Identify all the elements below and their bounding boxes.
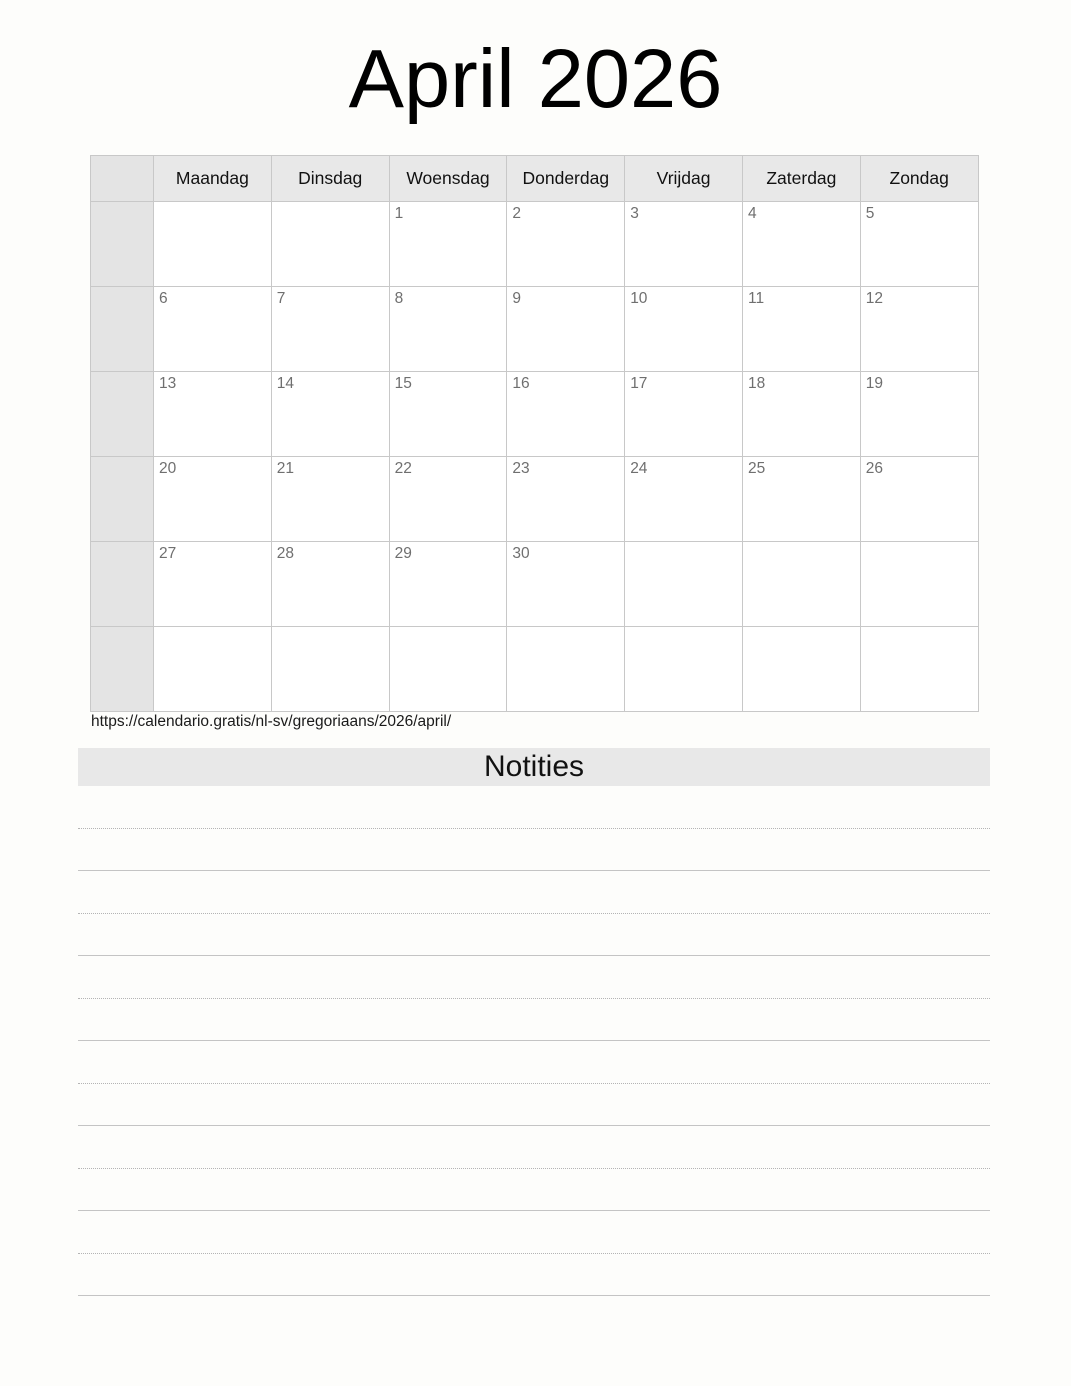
day-cell[interactable] [389,542,507,627]
day-number: 25 [747,460,766,477]
day-number: 2 [512,205,522,222]
day-cell[interactable] [271,627,389,712]
week-label [91,372,154,457]
day-number: 24 [630,460,648,477]
note-line[interactable] [78,999,990,1042]
day-cell[interactable] [742,202,860,287]
day-cell[interactable] [271,542,389,627]
day-number: 29 [394,545,412,562]
note-line[interactable] [78,1254,990,1297]
day-cell[interactable] [742,457,860,542]
day-number: 5 [865,205,875,222]
day-number: 4 [747,205,757,222]
day-cell[interactable] [271,457,389,542]
note-line[interactable] [78,1169,990,1212]
day-number: 22 [394,460,412,477]
note-line[interactable] [78,1126,990,1169]
day-cell[interactable] [154,202,272,287]
week-label [91,627,154,712]
note-line[interactable] [78,1211,990,1254]
day-cell[interactable] [154,542,272,627]
day-cell[interactable] [389,372,507,457]
table-row [91,202,979,287]
day-cell[interactable] [625,542,743,627]
day-cell[interactable] [742,287,860,372]
day-cell[interactable] [271,372,389,457]
day-cell[interactable] [742,542,860,627]
day-cell[interactable] [742,627,860,712]
day-number: 21 [276,460,295,477]
day-number: 6 [159,290,168,307]
day-cell[interactable] [507,627,625,712]
day-number: 13 [159,375,177,392]
weekday-header-wednesday: Woensdag [389,156,507,202]
notes-title: Notities [78,748,990,786]
note-line[interactable] [78,786,990,829]
week-column-header [91,156,154,202]
day-cell[interactable] [389,202,507,287]
note-line[interactable] [78,1041,990,1084]
table-row [91,457,979,542]
day-cell[interactable] [625,202,743,287]
day-cell[interactable] [154,287,272,372]
day-number: 15 [394,375,412,392]
day-cell[interactable] [625,457,743,542]
day-number: 12 [865,290,884,307]
day-cell[interactable] [860,287,978,372]
day-cell[interactable] [625,627,743,712]
day-number: 17 [630,375,648,392]
table-row [91,542,979,627]
calendar-grid [90,155,978,712]
day-cell[interactable] [625,287,743,372]
week-label [91,287,154,372]
weekday-header-sunday: Zondag [860,156,978,202]
day-number: 16 [512,375,530,392]
weekday-header-tuesday: Dinsdag [271,156,389,202]
notes-lines [78,786,990,1296]
notes-section [78,748,990,1296]
day-cell[interactable] [625,372,743,457]
weekday-header-saturday: Zaterdag [742,156,860,202]
table-row [91,627,979,712]
weekday-header-thursday: Donderdag [507,156,625,202]
calendar-table [90,155,979,712]
day-number: 20 [159,460,177,477]
day-cell[interactable] [507,372,625,457]
day-number: 19 [865,375,884,392]
day-cell[interactable] [507,202,625,287]
day-cell[interactable] [154,457,272,542]
weekday-header-friday: Vrijdag [625,156,743,202]
table-row [91,372,979,457]
day-number: 26 [865,460,884,477]
day-number: 14 [276,375,295,392]
day-cell[interactable] [860,372,978,457]
day-cell[interactable] [389,287,507,372]
day-cell[interactable] [860,627,978,712]
note-line[interactable] [78,1084,990,1127]
weekday-header-monday: Maandag [154,156,272,202]
week-label [91,202,154,287]
day-cell[interactable] [154,627,272,712]
source-url[interactable]: https://calendario.gratis/nl-sv/gregoriaans/2026/april/ [91,713,452,730]
note-line[interactable] [78,871,990,914]
day-cell[interactable] [860,542,978,627]
day-cell[interactable] [271,287,389,372]
day-cell[interactable] [507,287,625,372]
day-number: 11 [747,290,765,307]
note-line[interactable] [78,956,990,999]
table-row [91,287,979,372]
day-cell[interactable] [507,542,625,627]
note-line[interactable] [78,914,990,957]
day-number: 10 [630,290,648,307]
day-number: 28 [276,545,295,562]
week-label [91,457,154,542]
week-label [91,542,154,627]
day-number: 8 [394,290,404,307]
day-cell[interactable] [860,202,978,287]
day-number: 1 [394,205,404,222]
day-number: 30 [512,545,530,562]
day-number: 23 [512,460,530,477]
day-number: 9 [512,290,522,307]
day-number: 7 [276,290,286,307]
day-cell[interactable] [271,202,389,287]
day-cell[interactable] [507,457,625,542]
day-cell[interactable] [742,372,860,457]
page-title: April 2026 [348,32,723,125]
day-number: 18 [747,375,766,392]
note-line[interactable] [78,829,990,872]
day-number: 3 [630,205,639,222]
day-cell[interactable] [389,627,507,712]
calendar-header-row [91,156,979,202]
day-cell[interactable] [860,457,978,542]
day-number: 27 [159,545,177,562]
day-cell[interactable] [389,457,507,542]
day-cell[interactable] [154,372,272,457]
